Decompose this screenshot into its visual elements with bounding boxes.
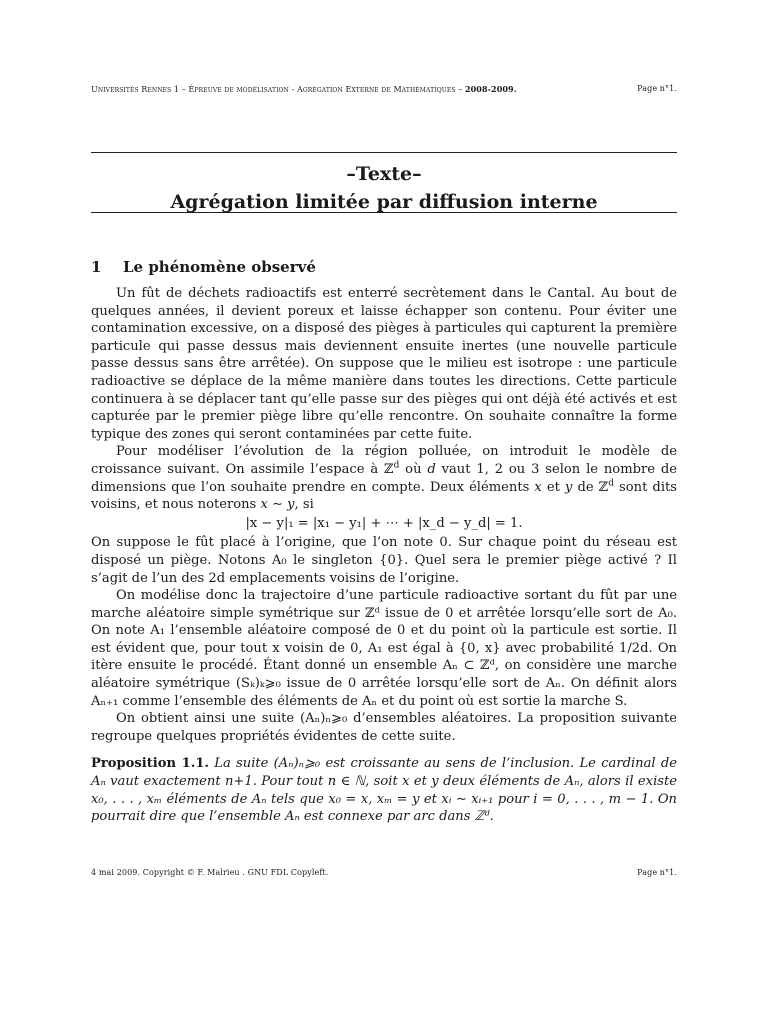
body-text: [91, 285, 677, 826]
title-block: [91, 160, 677, 216]
paragraph-5: On obtient ainsi une suite (Aₙ)ₙ⩾₀ d’ensembles aléatoires. La proposition suivante regroupe quelques propriétés évidentes de cette suite.: [91, 711, 677, 744]
title-rule-bottom: [91, 212, 677, 213]
neighbor-equation: |x − y|₁ = |x₁ − y₁| + ⋯ + |x_d − y_d| = 1.: [245, 515, 523, 531]
paragraph-1: Un fût de déchets radioactifs est enterré secrètement dans le Cantal. Au bout de quelques années, il devient poreux et laisse échapper son contenu. Pour éviter une contamination excessive, on a disposé des pièges à particules qui capturent la première particule qui passe dessus mais deviennent ensuite inertes (une nouvelle particule passe dessus sans être arrêtée). On suppose que le milieu est isotrope : une particule radioactive se déplace de la même manière dans toutes les directions. Cette particule continuera à se déplacer tant qu’elle passe sur des pièges qui ont déjà été activés et est capturée par le premier piège libre qu’elle rencontre. On souhaite connaître la forme typique des zones qui seront contaminées par cette fuite.: [91, 286, 677, 442]
page-footer: [91, 868, 677, 877]
paragraph-2: Pour modéliser l’évolution de la région polluée, on introduit le modèle de croissance suivant. On assimile l’espace à ℤ$^d$ où d vaut 1, 2 ou 3 selon le nombre de dimensions que l’on souhaite prendre en compte. Deux éléments x et y de ℤ$^d$ sont dits voisins, et nous noterons x ∼ y, si: [91, 444, 677, 513]
header-page-number: Page n°1.: [637, 84, 677, 93]
section-heading: [91, 258, 316, 276]
page-header: [91, 84, 677, 94]
title-line-1: –Texte–: [346, 163, 422, 185]
title-rule-top: [91, 152, 677, 153]
section-number: 1: [91, 258, 102, 276]
document-title: Agrégation limitée par diffusion interne: [170, 191, 598, 213]
proposition-label: Proposition 1.1.: [91, 756, 209, 772]
paragraph-3: On suppose le fût placé à l’origine, que l’on note 0. Sur chaque point du réseau est disposé un piège. Notons A₀ le singleton {0}. Quel sera le premier piège activé ? Il s’agit de l’un des 2d emplacements voisins de l’origine.: [91, 535, 677, 586]
header-left: Universités Rennes 1 – Épreuve de modélisation - Agrégation Externe de Mathématiques – 2008-2009.: [91, 84, 517, 94]
footer-copyright: 4 mai 2009. Copyright © F. Malrieu . GNU FDL Copyleft.: [91, 868, 329, 877]
proposition-1-1: [91, 755, 677, 825]
header-year: 2008-2009.: [464, 84, 517, 94]
proposition-text: La suite (Aₙ)ₙ⩾₀ est croissante au sens de l’inclusion. Le cardinal de Aₙ vaut exactement n+1. Pour tout n ∈ ℕ, soit x et y deux éléments de Aₙ, alors il existe x₀, . . . , xₘ éléments de Aₙ tels que x₀ = x, xₘ = y et xᵢ ∼ xᵢ₊₁ pour i = 0, . . . , m − 1. On pourrait dire que l’ensemble Aₙ est connexe par arc dans ℤᵈ.: [91, 756, 677, 825]
paragraph-4: On modélise donc la trajectoire d’une particule radioactive sortant du fût par une marche aléatoire simple symétrique sur ℤᵈ issue de 0 et arrêtée lorsqu’elle sort de A₀. On note A₁ l’ensemble aléatoire composé de 0 et du point où la particule est sortie. Il est évident que, pour tout x voisin de 0, A₁ est égal à {0, x} avec probabilité 1/2d. On itère ensuite le procédé. Étant donné un ensemble Aₙ ⊂ ℤᵈ, on considère une marche aléatoire symétrique (Sₖ)ₖ⩾₀ issue de 0 arrêtée lorsqu’elle sort de Aₙ. On définit alors Aₙ₊₁ comme l’ensemble des éléments de Aₙ et du point où est sortie la marche S.: [91, 588, 677, 709]
section-title: Le phénomène observé: [123, 258, 316, 276]
footer-page-number: Page n°1.: [637, 868, 677, 877]
